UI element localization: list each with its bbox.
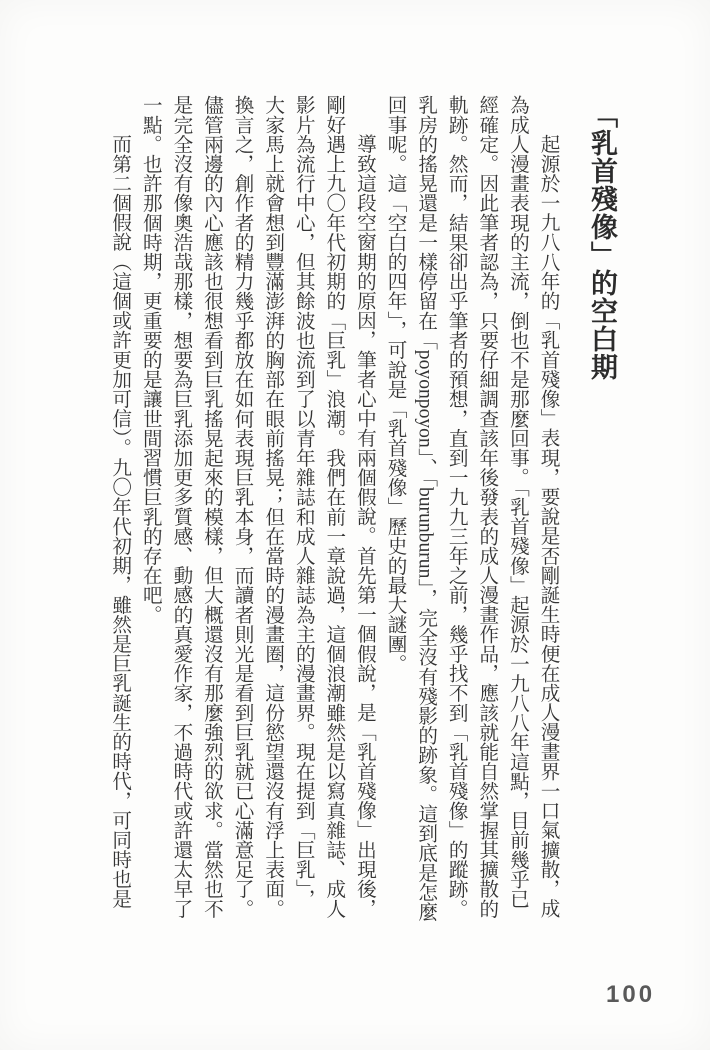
vertical-text-block — [103, 95, 618, 925]
page-number: 100 — [606, 981, 656, 1008]
body-paragraph-3: 而第二個假說（這個或許更加可信）。九〇年代初期，雖然是巨乳誕生的時代，可同時也是 — [108, 134, 130, 909]
chapter-title: 「乳首殘像」的空白期 — [587, 101, 617, 381]
body-paragraph-2: 導致這段空窗期的原因，筆者心中有兩個假說。首先第一個假說，是「乳首殘像」出現後，剛好遇上九〇年代初期的「巨乳」浪潮。我們在前一章說過，這個浪潮雖然是以寫真雜誌、成人影片為流行中心，但其餘波也流到了以青年雜誌和成人雜誌為主的漫畫界。現在提到「巨乳」，大家馬上就會想到豐滿澎湃的胸部在眼前搖晃；但在當時的漫畫圈，這份慾望還沒有浮上表面。換言之，創作者的精力幾乎都放在如何表現巨乳本身，而讀者則光是看到巨乳就已心滿意足了。儘管兩邊的內心應該也很想看到巨乳搖晃起來的模樣，但大概還沒有那麼強烈的欲求。當然也不是完全沒有像奧浩哉那樣，想要為巨乳添加更多質感、動感的真愛作家，不過時代或許還太早了一點。也許那個時期，更重要的是讓世間習慣巨乳的存在吧。 — [139, 95, 375, 919]
body-paragraph-1: 起源於一九八八年的「乳首殘像」表現，要說是否剛誕生時便在成人漫畫界一口氣擴散，成為成人漫畫表現的主流，倒也不是那麼回事。「乳首殘像」起源於一九八八年這點，目前幾乎已經確定。因此筆者認為，只要仔細調查該年後發表的成人漫畫作品，應該就能自然掌握其擴散的軌跡。然而，結果卻出乎筆者的預想，直到一九九三年之前，幾乎找不到「乳首殘像」的蹤跡。乳房的搖晃還是一樣停留在「poyonpoyon」、「burunburun」，完全沒有殘影的跡象。這到底是怎麼回事呢。這「空白的四年」，可說是「乳首殘像」歷史的最大謎團。 — [384, 95, 558, 922]
